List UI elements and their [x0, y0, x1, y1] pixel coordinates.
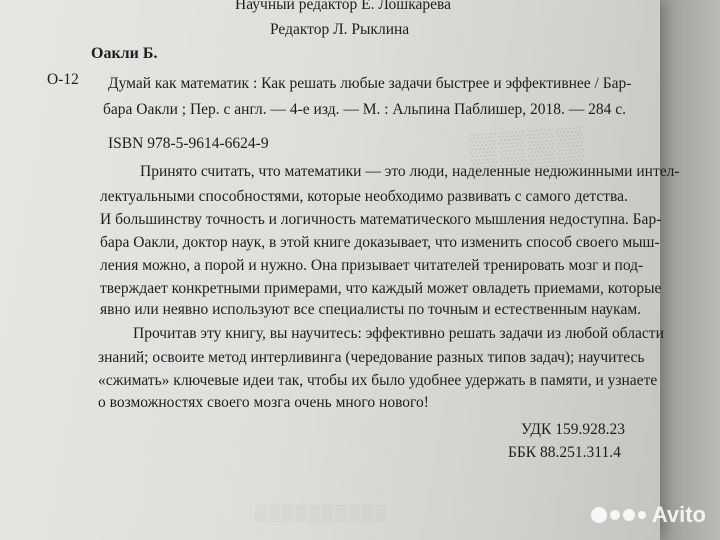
show-through-text: ▒▒▒▒: [468, 125, 588, 175]
annotation-line: Прочитав эту книгу, вы научитесь: эффективно решать задачи из любой области: [133, 325, 664, 342]
avito-watermark: [591, 502, 706, 528]
avito-wordmark: Avito: [651, 502, 706, 527]
editor-credit: Редактор Л. Рыклина: [270, 21, 410, 38]
scientific-editor-credit: Научный редактор Е. Лошкарева: [235, 0, 452, 13]
show-through-text: ▒▒▒▒▒▒▒▒▒▒: [255, 505, 389, 522]
annotation-line: И большинству точность и логичность математического мышления недоступна. Бар-: [100, 211, 662, 228]
isbn: ISBN 978-5-9614-6624-9: [108, 135, 269, 152]
bbk-code: ББК 88.251.311.4: [508, 444, 621, 461]
udk-code: УДК 159.928.23: [521, 421, 625, 438]
author-heading: Оакли Б.: [91, 45, 158, 62]
annotation-line: лектуальными способностями, которые необходимо развивать с самого детства.: [100, 188, 628, 205]
annotation-line: ления можно, а порой и нужно. Она призывает читателей тренировать мозг и под-: [100, 257, 644, 274]
annotation-line: тверждает конкретными примерами, что каждый может овладеть приемами, которые: [100, 280, 662, 297]
annotation-line: о возможностях своего мозга очень много нового!: [98, 394, 429, 411]
bibliographic-line-1: Думай как математик : Как решать любые задачи быстрее и эффективнее / Бар-: [108, 75, 632, 92]
avito-logo-icon: [591, 507, 646, 523]
annotation-line: знаний; освоите метод интерливинга (чередование разных типов задач); научитесь: [98, 349, 645, 366]
annotation-line: «сжимать» ключевые идеи так, чтобы их было удобнее удержать в памяти, и узнаете: [98, 372, 658, 389]
bibliographic-line-2: бара Оакли ; Пер. с англ. — 4-е изд. — М. : Альпина Паблишер, 2018. — 284 с.: [103, 101, 626, 118]
classification-code: О-12: [47, 71, 79, 88]
annotation-line: Принято считать, что математики — это люди, наделенные недюжинными интел-: [140, 163, 680, 180]
annotation-line: явно или неявно используют все специалисты по точным и естественным наукам.: [100, 301, 642, 318]
annotation-line: бара Оакли, доктор наук, в этой книге доказывает, что изменить способ своего мыш-: [100, 234, 660, 251]
underlying-page: [660, 0, 720, 540]
